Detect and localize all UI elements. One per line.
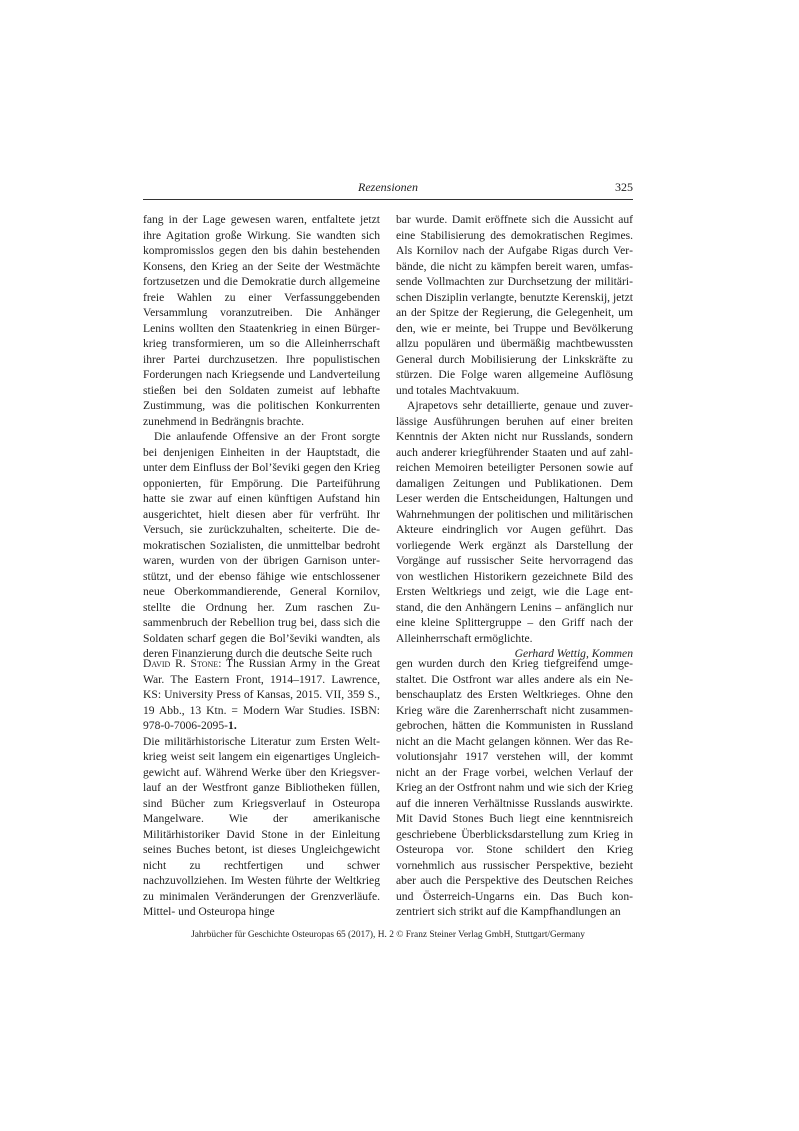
- book-author: David R. Stone: [143, 657, 219, 670]
- review1-right-column: [396, 212, 633, 662]
- book-details-end: 1.: [228, 719, 237, 732]
- reviewer-signature: Gerhard Wettig, Kommen: [514, 647, 633, 660]
- book-details: : The Russian Army in the Great War. The Eastern Front, 1914–1917. Lawrence, KS: University Press of Kansas, 2015. VII, 359 S., 19 Abb., 13 Ktn. = Modern War Studies. ISBN: 978-0-7006-2095-: [143, 657, 381, 732]
- review1-paragraph: Die anlaufende Offensive an der Front sorgte bei denjenigen Einheiten in der Hauptstadt, die unter dem Einfluss der Bol’ševiki gegen den Krieg opponierten, für Empörung. Die Parteiführung hatte sie zwar auf einen künftigen Aufstand hin ausgerichtet, hielt diesen aber für verfrüht. Ihr Versuch, sie zurückzuhalten, scheiterte. Die demokratischen Sozialisten, die unmittelbar bedroht waren, wurden von der übrigen Garnison unterstützt, und der ebenso fähige wie entschlossener neue Oberkommandierende, General Kornilov, stellte die Ordnung her. Zum raschen Zusammenbruch der Rebellion trug bei, dass sich die Soldaten scharf gegen die Bol’ševiki wandten, als deren Finanzierung durch die deutsche Seite ruch: [143, 430, 380, 660]
- review1-paragraph: Ajrapetovs sehr detaillierte, genaue und zuverlässige Ausführungen beruhen auf einer breiten Kenntnis der Akten nicht nur Russlands, sondern auch anderer kriegführender Staaten und auf zahlreichen Memoiren beteiligter Personen sowie auf damaligen Zeitungen und Publikationen. Dem Leser werden die Entscheidungen, Haltungen und Wahrnehmungen der politischen und militärischen Akteure eindringlich vor Augen geführt. Das vorliegende Werk ergänzt als Darstellung der Vorgänge auf russischer Seite hervorragend das von westlichen Historikern gezeichnete Bild des Ersten Weltkriegs und zeigt, wie die Lage entstand, die den Anhängern Lenins – anfänglich nur eine kleine Splittergruppe – den Griff nach der Alleinherrschaft ermöglichte.: [396, 399, 633, 645]
- journal-page: [143, 0, 633, 1131]
- review1-paragraph: fang in der Lage gewesen waren, entfaltete jetzt ihre Agitation große Wirkung. Sie wandten sich kompromisslos gegen den bis dahin bestehenden Konsens, den Krieg an der Seite der Westmächte fortzusetzen und die Demokratie durch allgemeine freie Wahlen zu einer Verfassunggebenden Versammlung voranzutreiben. Die Anhänger Lenins wollten den Staatenkrieg in einen Bürgerkrieg transformieren, um so die Alleinherrschaft ihrer Partei durchzusetzen. Ihre populistischen Forderungen nach Kriegsende und Landverteilung stießen bei den Soldaten zumeist auf lebhafte Zustimmung, was die politischen Konkurrenten zunehmend in Bedrängnis brachte.: [143, 213, 380, 428]
- review2-paragraph: Die militärhistorische Literatur zum Ersten Weltkrieg weist seit langem ein eigenartiges Ungleichgewicht auf. Während Werke über den Kriegsverlauf an der Westfront ganze Bibliotheken füllen, sind Bücher zum Kriegsverlauf in Osteuropa Mangelware. Wie der amerikanische Militärhistoriker David Stone in der Einleitung seines Buches betont, ist dieses Ungleichgewicht nicht zu rechtfertigen und schwer nachzuvollziehen. Im Westen führte der Weltkrieg zu minimalen Veränderungen der Grenzverläufe. Mittel- und Osteuropa hinge: [143, 734, 380, 918]
- page-number: 325: [615, 180, 633, 194]
- header-rule: [143, 199, 633, 200]
- review2-right-column: [396, 656, 633, 920]
- page-footer: Jahrbücher für Geschichte Osteuropas 65 (2017), H. 2 © Franz Steiner Verlag GmbH, Stuttgart/Germany: [191, 930, 585, 940]
- review1-left-column: [143, 212, 380, 662]
- bibliographic-entry: [143, 656, 380, 734]
- review2-left-column: [143, 656, 380, 920]
- review2-paragraph: gen wurden durch den Krieg tiefgreifend umgestaltet. Die Ostfront war alles andere als ein Nebenschauplatz des Ersten Weltkrieges. Ohne den Krieg wäre die Zarenherrschaft nicht zusammengebrochen, hätten die Kommunisten in Russland nicht an die Macht gelangen können. Wer das Revolutionsjahr 1917 verstehen will, der kommt nicht an der Frage vorbei, welchen Verlauf der Krieg an der Ostfront nahm und wie sich der Krieg auf die inneren Verhältnisse Russlands auswirkte. Mit David Stones Buch liegt eine kenntnisreich geschriebene Überblicksdarstellung zum Krieg in Osteuropa vor. Stone schildert den Krieg vornehmlich aus russischer Perspektive, bezieht aber auch die Perspektive des Deutschen Reiches und Österreich-Ungarns ein. Das Buch konzentriert sich strikt auf die Kampfhandlungen an: [396, 657, 633, 918]
- running-head: [143, 180, 633, 198]
- review1-paragraph: bar wurde. Damit eröffnete sich die Aussicht auf eine Stabilisierung des demokratischen Regimes. Als Kornilov nach der Aufgabe Rigas durch Verbände, die nicht zu kämpfen bereit waren, umfassende Vollmachten zur Durchsetzung der militärischen Disziplin verlangte, benutzte Kerenskij, jetzt an der Spitze der Regierung, die Gelegenheit, um den, wie er meinte, bei Truppe und Bevölkerung allzu populären und übermäßig machtbewussten General durch Mobilisierung der Linkskräfte zu stürzen. Die Folge waren allgemeine Auflösung und totales Machtvakuum.: [396, 213, 633, 397]
- running-head-title: Rezensionen: [358, 180, 418, 194]
